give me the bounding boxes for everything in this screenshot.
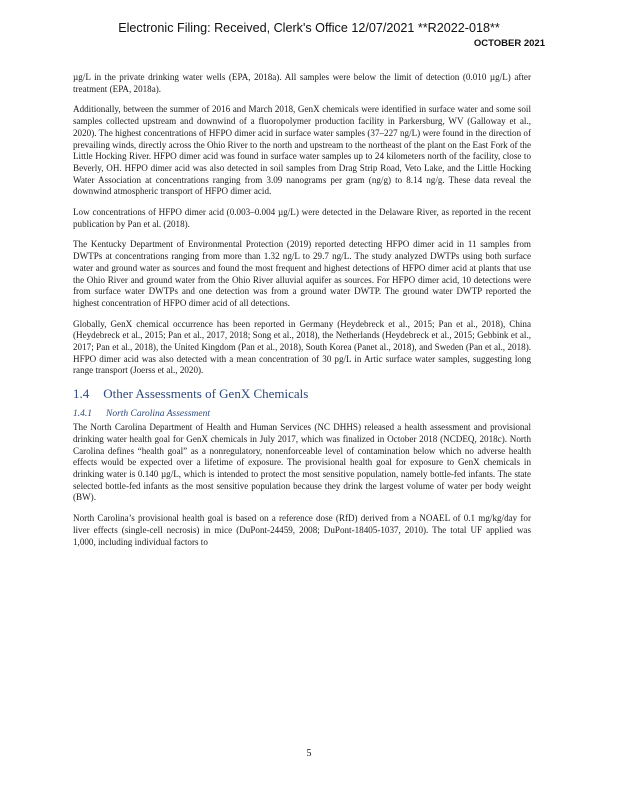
filing-header: Electronic Filing: Received, Clerk's Office 12/07/2021 **R2022-018** — [118, 21, 500, 35]
subsection-title: North Carolina Assessment — [106, 409, 210, 420]
paragraph-delaware-river: Low concentrations of HFPO dimer acid (0.003–0.004 µg/L) were detected in the Delaware River, as reported in the recent publication by Pan et al. (2018). — [73, 207, 531, 229]
subsection-heading — [73, 408, 531, 420]
section-number: 1.4 — [73, 386, 90, 402]
paragraph-global: Globally, GenX chemical occurrence has been reported in Germany (Heydebreck et al., 2015; Pan et al., 2018), China (Heydebreck et al., 2015; Pan et al., 2017, 2018; Song et al., 2018), the Netherlands (Heydebreck et al., 2015; Gebbink et al., 2017; Pan et al., 2018), the United Kingdom (Pan et al., 2018), South Korea (Panet al., 2018), and Sweden (Pan et al., 2018). HFPO dimer acid was also detected with a mean concentration of 30 pg/L in Artic surface water samples, suggesting long range transport (Joerss et al., 2020). — [73, 318, 531, 376]
paragraph-parkersburg: Additionally, between the summer of 2016 and March 2018, GenX chemicals were identified in surface water and some soil samples collected upstream and downwind of a fluoropolymer production facility in Parkersburg, WV (Galloway et al., 2020). The highest concentrations of HFPO dimer acid in surface water samples (37–227 ng/L) were found in the direction of prevailing winds, directly across the Ohio River to the north and upstream to the northeast of the plant on the East Fork of the Little Hocking River. HFPO dimer acid was found in surface water samples up to 24 kilometers north of the facility, close to Beverly, OH. HFPO dimer acid was also detected in soil samples from Drag Strip Road, Veto Lake, and the Little Hocking Water Association at concentrations ranging from 3.09 nanograms per gram (ng/g) to 8.14 ng/g. These data reveal the downwind atmospheric transport of HFPO dimer acid. — [73, 104, 531, 197]
subsection-number: 1.4.1 — [73, 409, 92, 420]
header-date: OCTOBER 2021 — [473, 38, 545, 49]
section-heading — [73, 386, 531, 402]
page-body — [73, 72, 531, 557]
paragraph-nc-rfd: North Carolina’s provisional health goal is based on a reference dose (RfD) derived from a NOAEL of 0.1 mg/kg/day for liver effects (single-cell necrosis) in mice (DuPont-24459, 2008; DuPont-18405-1037, 2010). The total UF applied was 1,000, including individual factors to — [73, 513, 531, 547]
paragraph-nc-health-goal: The North Carolina Department of Health and Human Services (NC DHHS) released a health assessment and provisional drinking water health goal for GenX chemicals in July 2017, which was finalized in October 2018 (NCDEQ, 2018c). North Carolina defines “health goal” as a nonregulatory, nonenforceable level of contamination below which no adverse health effects would be expected over a lifetime of exposure. The provisional health goal for exposure to GenX chemicals in drinking water is 0.140 µg/L, which is intended to protect the most sensitive population, namely bottle-fed infants. The state selected bottle-fed infants as the most sensitive population because they drink the largest volume of water per body weight (BW). — [73, 422, 531, 503]
paragraph-kentucky: The Kentucky Department of Environmental Protection (2019) reported detecting HFPO dimer acid in 11 samples from DWTPs at concentrations ranging from more than 1.32 ng/L to 29.7 ng/L. The study analyzed DWTPs using both surface water and ground water as sources and found the most frequent and highest detections of HFPO dimer acid at plants that use the Ohio River and ground water from the Ohio River alluvial aquifer as sources. For HFPO dimer acid, 10 detections were from surface water DWTPs and one detection was from a ground water DWTP. The ground water DWTP reported the highest concentration of HFPO dimer acid of all detections. — [73, 239, 531, 308]
paragraph-private-wells: µg/L in the private drinking water wells (EPA, 2018a). All samples were below the limit of detection (0.010 µg/L) after treatment (EPA, 2018a). — [73, 72, 531, 94]
section-title: Other Assessments of GenX Chemicals — [103, 386, 309, 402]
page-number: 5 — [306, 748, 312, 759]
